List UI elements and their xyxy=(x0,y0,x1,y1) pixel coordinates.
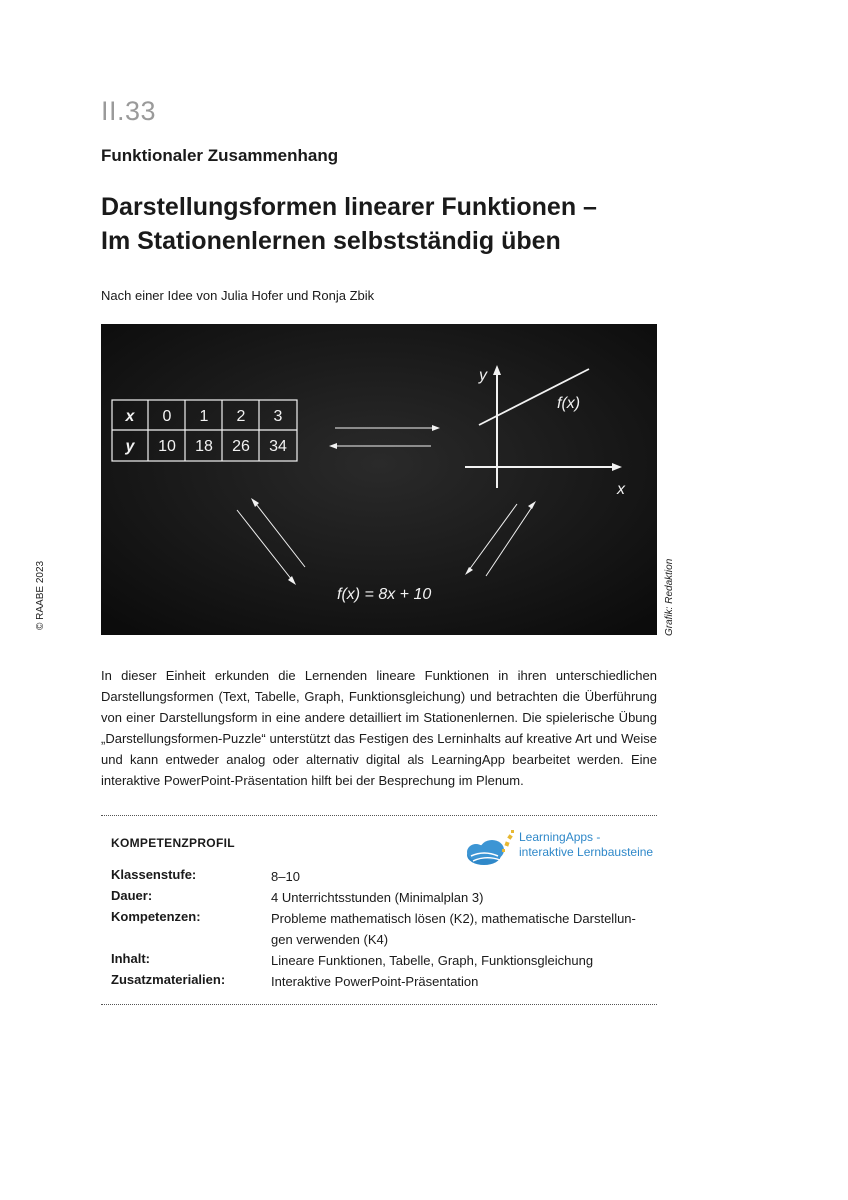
logo-line-1: LearningApps - xyxy=(519,830,601,844)
profile-value-competences xyxy=(271,908,641,950)
title-line-2: Im Stationenlernen selbstständig üben xyxy=(101,227,561,255)
profile-value-content: Lineare Funktionen, Tabelle, Graph, Funktionsgleichung xyxy=(271,953,594,968)
table-y-cell: 18 xyxy=(195,438,213,455)
competences-line-1: Probleme mathematisch lösen (K2), mathematische Darstellun- xyxy=(271,911,636,926)
table-y-cell: 26 xyxy=(232,438,250,455)
competence-profile-heading: KOMPETENZPROFIL xyxy=(111,836,235,850)
chalkboard-svg xyxy=(101,324,657,635)
copyright-note: © RAABE 2023 xyxy=(35,560,46,630)
profile-label-materials: Zusatzmaterialien: xyxy=(111,972,226,987)
title-line-1: Darstellungsformen linearer Funktionen – xyxy=(101,193,597,221)
learningapps-logo-text xyxy=(519,830,653,860)
table-y-cell: 34 xyxy=(269,438,287,455)
learningapps-logo xyxy=(464,828,664,868)
profile-value-grade: 8–10 xyxy=(271,869,300,884)
table-x-cell: 1 xyxy=(199,408,209,425)
topic-heading: Funktionaler Zusammenhang xyxy=(101,146,339,165)
table-x-header: x xyxy=(125,408,135,425)
profile-value-duration: 4 Unterrichtsstunden (Minimalplan 3) xyxy=(271,890,484,905)
y-axis-label: y xyxy=(479,367,487,384)
table-x-cell: 0 xyxy=(162,408,172,425)
function-equation: f(x) = 8x + 10 xyxy=(337,586,432,603)
table-x-cell: 2 xyxy=(236,408,246,425)
table-y-header: y xyxy=(125,438,135,455)
intro-paragraph: In dieser Einheit erkunden die Lernenden lineare Funktionen in ihren unterschiedlichen Darstellungsformen (Text, Tabelle, Graph, Funktionsgleichung) und betrachten die Überführung von einer Darstellungsform in eine andere detailliert im Stationenlernen. Die spielerische Übung „Darstellungsformen-Puzzle“ unterstützt das Festigen des Lerninhalts auf kreative Art und Weise und kann entweder analog oder alternativ digital als LearningApp bearbeitet werden. Eine interaktive PowerPoint-Präsentation hilft bei der Besprechung im Plenum. xyxy=(101,668,657,788)
table-y-cell: 10 xyxy=(158,438,176,455)
divider-bottom xyxy=(101,1004,657,1005)
cloud-icon xyxy=(464,828,520,868)
divider-top xyxy=(101,815,657,816)
profile-label-grade: Klassenstufe: xyxy=(111,867,197,882)
logo-line-2: interaktive Lernbausteine xyxy=(519,845,654,859)
competences-line-2: gen verwenden (K4) xyxy=(271,932,389,947)
function-label: f(x) xyxy=(557,395,581,412)
author-credit: Nach einer Idee von Julia Hofer und Ronja Zbik xyxy=(101,288,375,303)
section-number: II.33 xyxy=(101,96,157,126)
profile-label-competences: Kompetenzen: xyxy=(111,909,201,924)
profile-label-duration: Dauer: xyxy=(111,888,153,903)
chalkboard-illustration xyxy=(101,324,657,635)
image-credit: Grafik: Redaktion xyxy=(664,558,675,636)
profile-value-materials: Interaktive PowerPoint-Präsentation xyxy=(271,974,479,989)
profile-label-content: Inhalt: xyxy=(111,951,150,966)
x-axis-label: x xyxy=(617,481,625,498)
table-x-cell: 3 xyxy=(273,408,283,425)
page-title xyxy=(101,190,597,258)
